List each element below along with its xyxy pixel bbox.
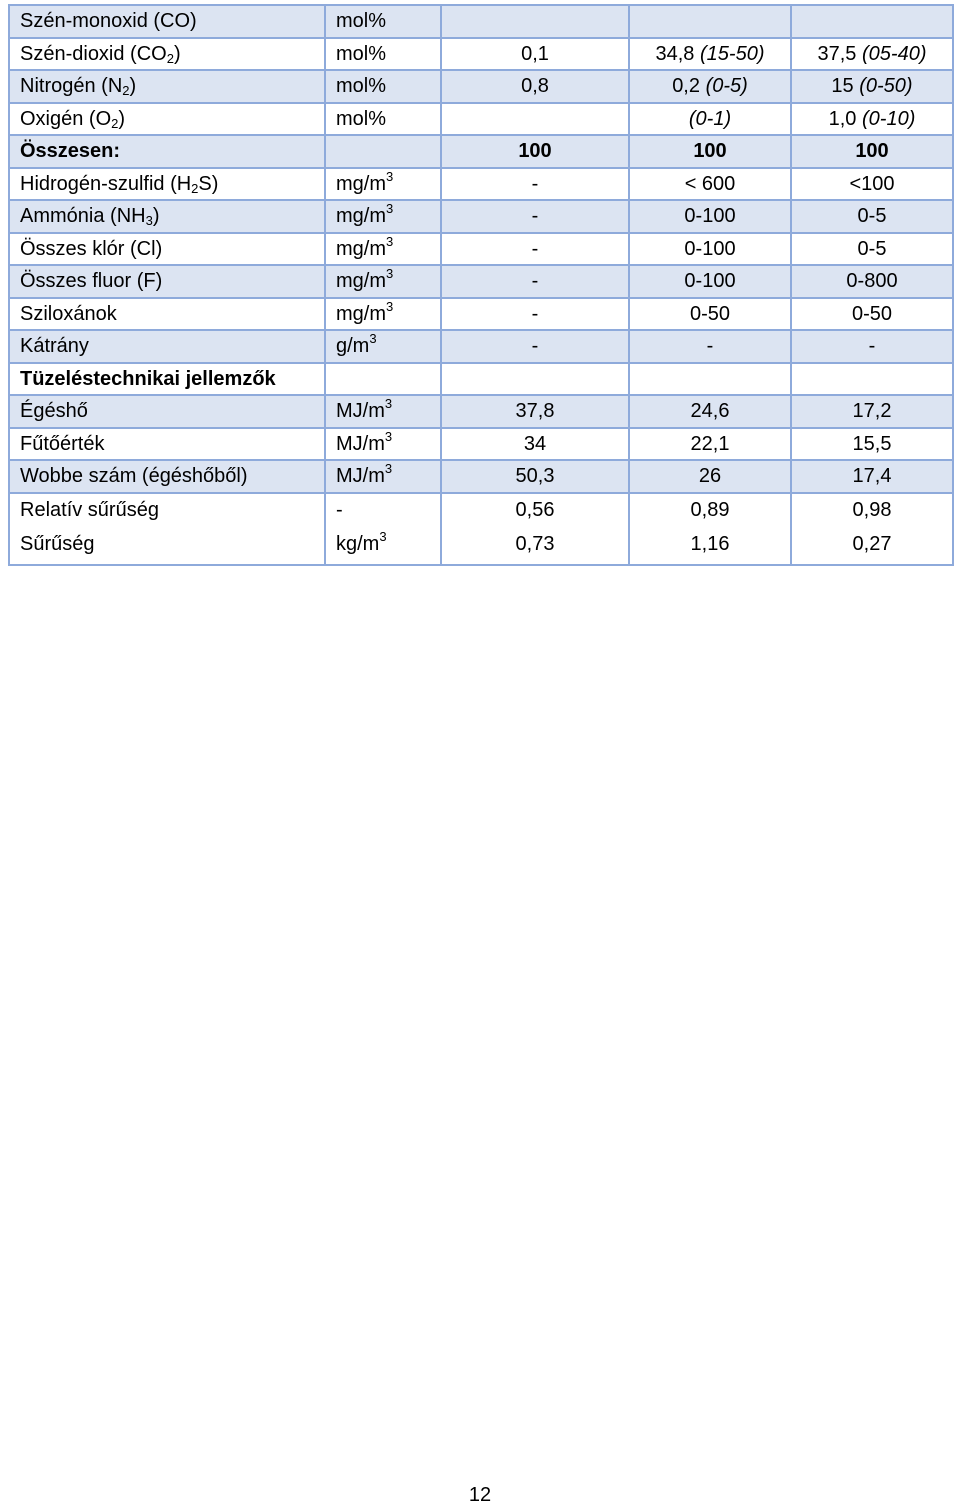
value-cell: 37,8 bbox=[441, 395, 629, 428]
value-cell bbox=[791, 363, 953, 396]
value-cell: - bbox=[629, 330, 791, 363]
value-cell: 0,1 bbox=[441, 38, 629, 71]
value-cell: 100 bbox=[791, 135, 953, 168]
value-cell: 17,4 bbox=[791, 460, 953, 493]
value-cell: 50,3 bbox=[441, 460, 629, 493]
value-cell bbox=[441, 5, 629, 38]
relative-density-value: 0,56 bbox=[515, 498, 555, 521]
parameter-name: Összes klór (Cl) bbox=[9, 233, 325, 266]
value-cell: 24,6 bbox=[629, 395, 791, 428]
table-row bbox=[9, 5, 953, 38]
value-cell: 22,1 bbox=[629, 428, 791, 461]
gas-composition-table bbox=[8, 4, 954, 566]
parameter-name: Ammónia $(NH_3)$ bbox=[9, 200, 325, 233]
table-row-total bbox=[9, 135, 953, 168]
value-cell bbox=[441, 493, 629, 565]
value-cell: 1,0 (0-10) bbox=[791, 103, 953, 136]
density-value: 1,16 bbox=[690, 532, 730, 555]
parameter-name: Hidrogén-szulfid $(H_2S)$ bbox=[9, 168, 325, 201]
unit-cell: mol% bbox=[325, 5, 441, 38]
density-unit: $kg/m^3$ bbox=[336, 528, 387, 555]
unit-cell: $mg/m^3$ bbox=[325, 200, 441, 233]
parameter-name: Nitrogén $(N_2)$ bbox=[9, 70, 325, 103]
parameter-name: Égéshő bbox=[9, 395, 325, 428]
unit-cell bbox=[325, 363, 441, 396]
parameter-name: Összesen: bbox=[9, 135, 325, 168]
value-cell: 0-100 bbox=[629, 233, 791, 266]
table-row bbox=[9, 233, 953, 266]
value-cell bbox=[629, 363, 791, 396]
table-row bbox=[9, 428, 953, 461]
unit-cell: mol% bbox=[325, 70, 441, 103]
unit-cell bbox=[325, 135, 441, 168]
value-cell: - bbox=[441, 298, 629, 331]
table-row-density bbox=[9, 493, 953, 565]
value-cell: 17,2 bbox=[791, 395, 953, 428]
parameter-name: Oxigén $(O_2)$ bbox=[9, 103, 325, 136]
unit-cell: $MJ/m^3$ bbox=[325, 395, 441, 428]
unit-cell: $mg/m^3$ bbox=[325, 168, 441, 201]
value-cell: 0-5 bbox=[791, 200, 953, 233]
unit-cell: $mg/m^3$ bbox=[325, 233, 441, 266]
unit-cell: mol% bbox=[325, 38, 441, 71]
value-cell: 100 bbox=[441, 135, 629, 168]
value-cell bbox=[441, 103, 629, 136]
section-title: Tüzeléstechnikai jellemzők bbox=[9, 363, 325, 396]
unit-cell: $g/m^3$ bbox=[325, 330, 441, 363]
table-row bbox=[9, 38, 953, 71]
relative-density-value: 0,89 bbox=[690, 498, 730, 521]
value-cell: 34,8 (15-50) bbox=[629, 38, 791, 71]
value-cell: 0,2 (0-5) bbox=[629, 70, 791, 103]
table-row bbox=[9, 395, 953, 428]
value-cell: 26 bbox=[629, 460, 791, 493]
parameter-name: Összes fluor (F) bbox=[9, 265, 325, 298]
table-row bbox=[9, 460, 953, 493]
value-cell bbox=[791, 493, 953, 565]
table-row bbox=[9, 298, 953, 331]
density-label: Sűrűség bbox=[20, 532, 95, 555]
parameter-name: Szén-monoxid (CO) bbox=[9, 5, 325, 38]
unit-cell: $mg/m^3$ bbox=[325, 265, 441, 298]
value-cell: - bbox=[441, 200, 629, 233]
value-cell: 15 (0-50) bbox=[791, 70, 953, 103]
value-cell bbox=[791, 5, 953, 38]
value-cell: 0,8 bbox=[441, 70, 629, 103]
section-header-row bbox=[9, 363, 953, 396]
value-cell: 15,5 bbox=[791, 428, 953, 461]
value-cell: 37,5 (05-40) bbox=[791, 38, 953, 71]
value-cell: - bbox=[791, 330, 953, 363]
unit-cell: $MJ/m^3$ bbox=[325, 428, 441, 461]
value-cell: 0-5 bbox=[791, 233, 953, 266]
value-cell: - bbox=[441, 330, 629, 363]
parameter-name: Sziloxánok bbox=[9, 298, 325, 331]
table-row bbox=[9, 330, 953, 363]
page-number: 12 bbox=[468, 1484, 492, 1506]
value-cell: < 600 bbox=[629, 168, 791, 201]
relative-density-label: Relatív sűrűség bbox=[20, 498, 159, 521]
value-cell: - bbox=[441, 168, 629, 201]
relative-density-value: 0,98 bbox=[852, 498, 892, 521]
table-row bbox=[9, 168, 953, 201]
value-cell: 0-100 bbox=[629, 265, 791, 298]
table-row bbox=[9, 200, 953, 233]
value-cell: 0-50 bbox=[629, 298, 791, 331]
value-cell: 34 bbox=[441, 428, 629, 461]
value-cell: <100 bbox=[791, 168, 953, 201]
density-value: 0,73 bbox=[515, 532, 555, 555]
parameter-name: Kátrány bbox=[9, 330, 325, 363]
density-value: 0,27 bbox=[852, 532, 892, 555]
value-cell: 100 bbox=[629, 135, 791, 168]
table-row bbox=[9, 70, 953, 103]
table-row bbox=[9, 265, 953, 298]
unit-cell bbox=[325, 493, 441, 565]
value-cell bbox=[441, 363, 629, 396]
parameter-name: Szén-dioxid $(CO_2)$ bbox=[9, 38, 325, 71]
parameter-name: Wobbe szám (égéshőből) bbox=[9, 460, 325, 493]
value-cell: 0-800 bbox=[791, 265, 953, 298]
value-cell bbox=[629, 5, 791, 38]
value-cell: 0-50 bbox=[791, 298, 953, 331]
value-cell: (0-1) bbox=[629, 103, 791, 136]
parameter-name: Fűtőérték bbox=[9, 428, 325, 461]
value-cell: 0-100 bbox=[629, 200, 791, 233]
value-cell: - bbox=[441, 233, 629, 266]
unit-cell: $mg/m^3$ bbox=[325, 298, 441, 331]
table-row bbox=[9, 103, 953, 136]
parameter-name bbox=[9, 493, 325, 565]
unit-cell: mol% bbox=[325, 103, 441, 136]
relative-density-unit: - bbox=[336, 498, 343, 521]
value-cell: - bbox=[441, 265, 629, 298]
unit-cell: $MJ/m^3$ bbox=[325, 460, 441, 493]
value-cell bbox=[629, 493, 791, 565]
